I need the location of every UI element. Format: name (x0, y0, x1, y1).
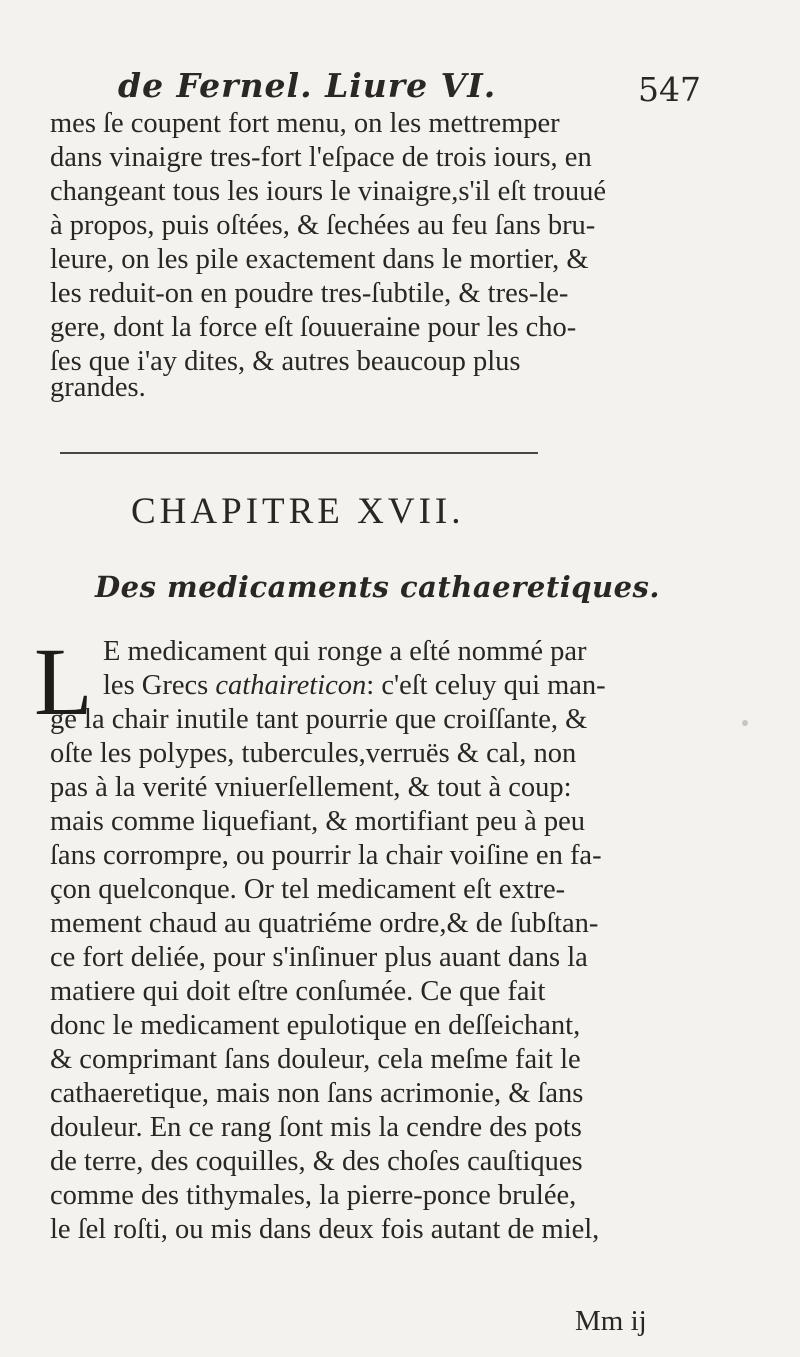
text-line: donc le medicament epulotique en deſſeichant, (50, 1010, 581, 1041)
signature-mark: Mm ij (575, 1305, 647, 1337)
text-line: ſans corrompre, ou pourrir la chair voiſine en fa- (50, 840, 602, 871)
text-line: pas à la verité vniuerſellement, & tout à coup: (50, 772, 572, 803)
text-line: & comprimant ſans douleur, cela meſme fait le (50, 1044, 581, 1075)
text-line: çon quelconque. Or tel medicament eſt extre- (50, 874, 566, 905)
page-number: 547 (638, 70, 701, 109)
text-line: de terre, des coquilles, & des choſes cauſtiques (50, 1146, 583, 1177)
text-line: comme des tithymales, la pierre-ponce brulée, (50, 1180, 577, 1211)
text-line: changeant tous les iours le vinaigre,s'il eſt trouué (50, 176, 606, 207)
section-divider (60, 452, 538, 454)
paper-blemish (742, 720, 748, 726)
text-line: dans vinaigre tres-fort l'eſpace de trois iours, en (50, 142, 592, 173)
text-line: gere, dont la force eſt ſouueraine pour les cho- (50, 312, 577, 343)
text-span: les Grecs (103, 670, 216, 701)
text-line: le ſel roſti, ou mis dans deux fois autant de miel, (50, 1214, 600, 1245)
text-line: ce fort deliée, pour s'inſinuer plus auant dans la (50, 942, 588, 973)
text-line: les reduit-on en poudre tres-ſubtile, & tres-le- (50, 278, 569, 309)
text-line: mement chaud au quatriéme ordre,& de ſubſtan- (50, 908, 599, 939)
drop-cap: L (34, 628, 93, 735)
text-line: ſes que i'ay dites, & autres beaucoup plus (50, 346, 521, 377)
text-line: mes ſe coupent fort menu, on les mettremper (50, 108, 560, 139)
text-line: E medicament qui ronge a eſté nommé par (103, 636, 587, 667)
text-line: grandes. (50, 372, 146, 403)
text-line: douleur. En ce rang ſont mis la cendre des pots (50, 1112, 582, 1143)
greek-term: cathaireticon (215, 670, 367, 701)
text-line: leure, on les pile exactement dans le mortier, & (50, 244, 589, 275)
text-line: ge la chair inutile tant pourrie que croiſſante, & (50, 704, 588, 735)
running-head-title: de Fernel. Liure VI. (118, 66, 497, 105)
text-line: mais comme liquefiant, & mortifiant peu à peu (50, 806, 586, 837)
text-line: à propos, puis oſtées, & ſechées au feu ſans bru- (50, 210, 596, 241)
text-span: : c'eſt celuy qui man- (366, 670, 606, 701)
text-line: oſte les polypes, tubercules,verruës & cal, non (50, 738, 577, 769)
chapter-heading: CHAPITRE XVII. (131, 491, 465, 532)
text-line: matiere qui doit eſtre conſumée. Ce que fait (50, 976, 546, 1007)
text-line: cathaeretique, mais non ſans acrimonie, & ſans (50, 1078, 584, 1109)
text-line (103, 670, 606, 702)
running-head (118, 62, 718, 110)
chapter-subtitle: Des medicaments cathaeretiques. (95, 570, 660, 604)
